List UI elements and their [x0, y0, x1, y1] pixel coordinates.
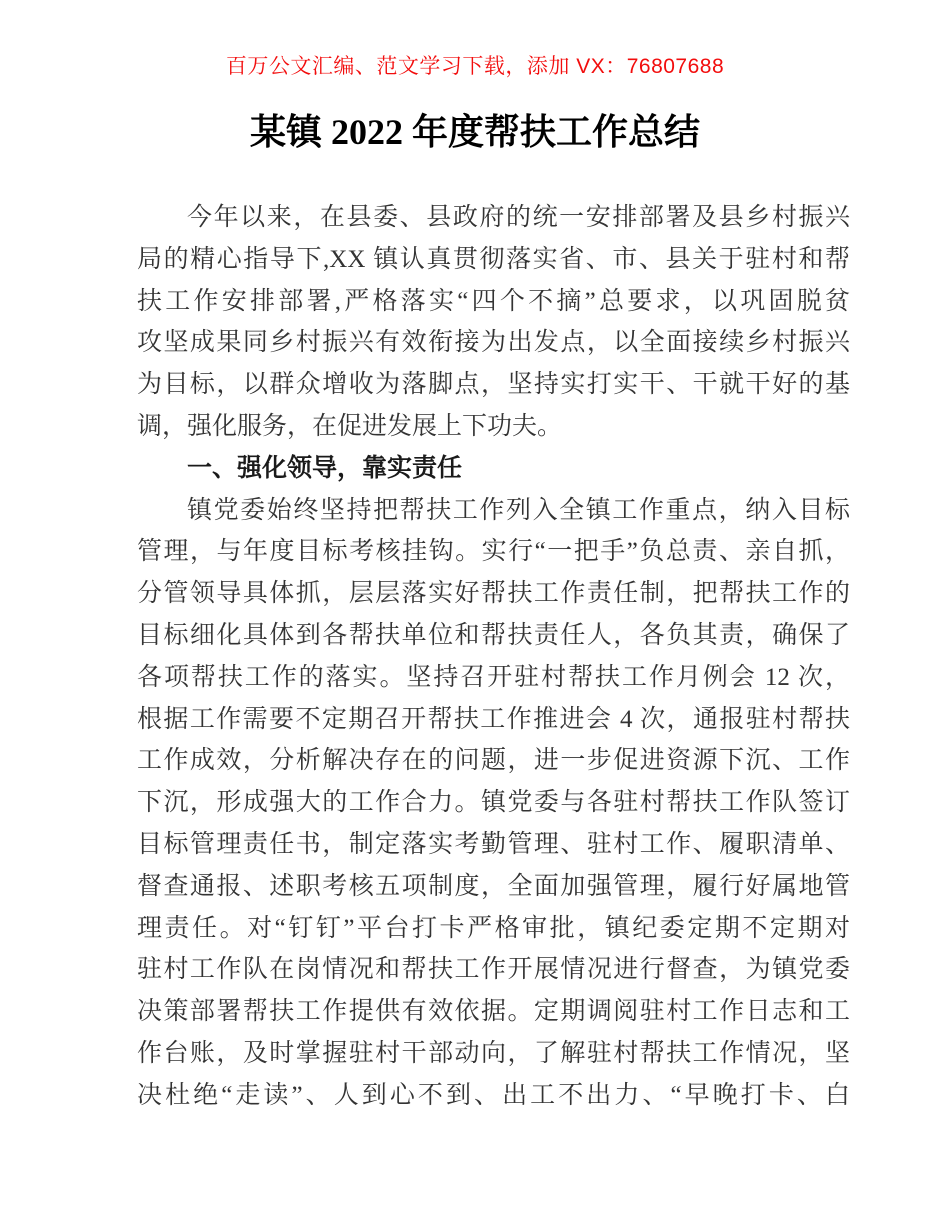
body-line: 目标管理责任书，制定落实考勤管理、驻村工作、履职清单、 — [137, 830, 850, 858]
body-line: 督查通报、述职考核五项制度，全面加强管理，履行好属地管 — [137, 872, 850, 900]
body-line: 扶工作安排部署,严格落实“四个不摘”总要求，以巩固脱贫 — [137, 287, 850, 315]
body-line: 调，强化服务，在促进发展上下功夫。 — [137, 412, 563, 440]
section-heading: 一、强化领导，靠实责任 — [187, 453, 463, 482]
body-line: 攻坚成果同乡村振兴有效衔接为出发点，以全面接续乡村振兴 — [137, 329, 850, 357]
body-line: 管理，与年度目标考核挂钩。实行“一把手”负总责、亲自抓， — [137, 538, 850, 566]
body-line: 下沉，形成强大的工作合力。镇党委与各驻村帮扶工作队签订 — [137, 789, 850, 817]
body-line: 目标细化具体到各帮扶单位和帮扶责任人，各负其责，确保了 — [137, 621, 850, 649]
body-line: 驻村工作队在岗情况和帮扶工作开展情况进行督查，为镇党委 — [137, 956, 850, 984]
body-line: 分管领导具体抓，层层落实好帮扶工作责任制，把帮扶工作的 — [137, 580, 850, 608]
body-line: 今年以来，在县委、县政府的统一安排部署及县乡村振兴 — [187, 204, 850, 231]
body-line: 决策部署帮扶工作提供有效依据。定期调阅驻村工作日志和工 — [137, 998, 850, 1026]
body-line: 作台账，及时掌握驻村干部动向，了解驻村帮扶工作情况，坚 — [137, 1039, 850, 1067]
body-line: 理责任。对“钉钉”平台打卡严格审批，镇纪委定期不定期对 — [137, 914, 850, 942]
promo-banner: 百万公文汇编、范文学习下载，添加 VX：76807688 — [225, 55, 725, 78]
body-line: 镇党委始终坚持把帮扶工作列入全镇工作重点，纳入目标 — [187, 496, 850, 524]
body-line: 根据工作需要不定期召开帮扶工作推进会 4 次，通报驻村帮扶 — [137, 705, 850, 733]
body-line: 工作成效，分析解决存在的问题，进一步促进资源下沉、工作 — [137, 747, 850, 775]
body-line: 各项帮扶工作的落实。坚持召开驻村帮扶工作月例会 12 次， — [137, 663, 850, 691]
body-line: 为目标，以群众增收为落脚点，坚持实打实干、干就干好的基 — [137, 371, 850, 399]
document-title: 某镇 2022 年度帮扶工作总结 — [249, 112, 700, 152]
body-line: 决杜绝“走读”、人到心不到、出工不出力、“早晚打卡、白 — [137, 1081, 850, 1109]
document-body — [137, 197, 850, 1117]
body-line: 局的精心指导下,XX 镇认真贯彻落实省、市、县关于驻村和帮 — [137, 245, 850, 273]
